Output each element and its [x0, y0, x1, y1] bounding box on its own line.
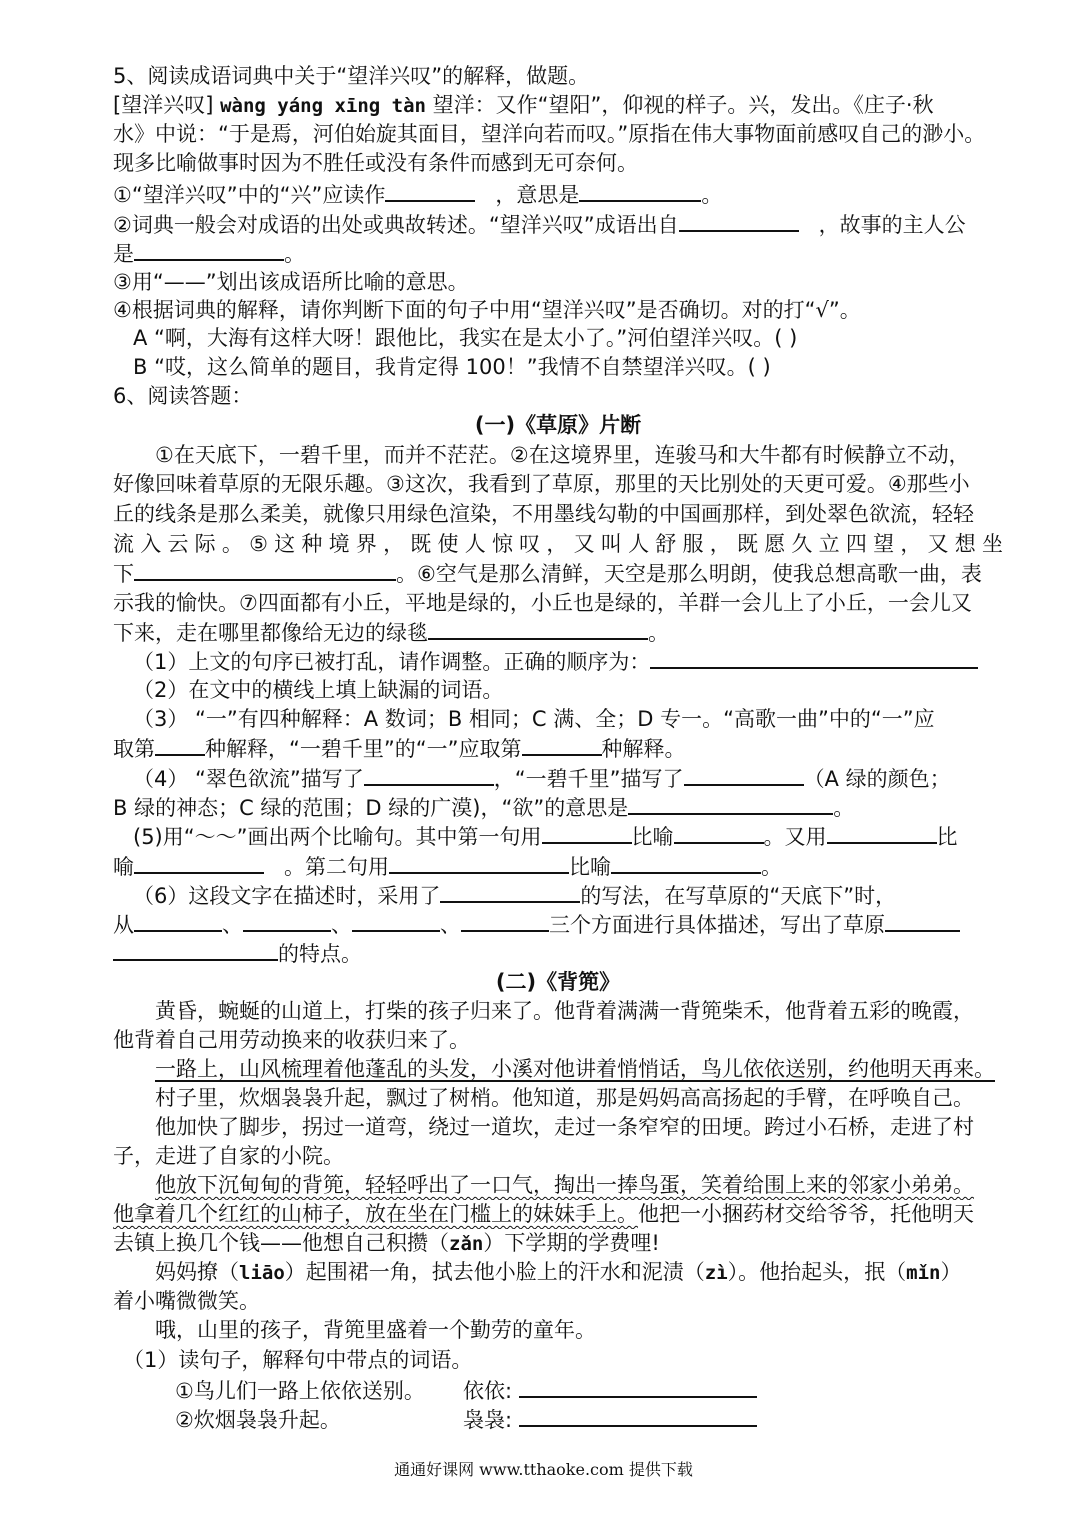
passage-1-text: 下来，走在哪里都像给无边的绿毯 — [113, 621, 428, 645]
q6-sub6-text: 的特点。 — [278, 942, 362, 966]
q6-sub5-text: 。又用 — [763, 825, 827, 849]
q5-sub3: ③用“——”划出该成语所比喻的意思。 — [113, 270, 469, 294]
answer-blank[interactable] — [519, 1376, 757, 1398]
q6-sub4-text: 。 — [833, 796, 855, 820]
passage-2-text: ）下学期的学费哩! — [483, 1231, 660, 1255]
passage-2-text: ）起围裙一角，拭去他小脸上的汗水和泥渍（ — [284, 1260, 705, 1284]
q6-sub5-text: 比喻 — [569, 855, 612, 879]
q6-sub6 — [133, 881, 1003, 911]
q6-sub4-text: （A 绿的颜色； — [803, 767, 951, 791]
passage-2-line-10 — [155, 1258, 1003, 1288]
dictionary-entry-line-2: 水》中说：“于是焉，河伯始旋其面目，望洋向若而叹。”原指在伟大事物面前感叹自己的渺小。 — [113, 122, 986, 146]
q6-sub6-text: 的写法，在写草原的“天底下”时， — [580, 884, 897, 908]
answer-blank[interactable] — [428, 618, 648, 640]
q6-sub6-text: 、 — [440, 913, 461, 937]
q5-option-a[interactable]: A “啊，大海有这样大呀！跟他比，我实在是太小了。”河伯望洋兴叹。( ) — [133, 326, 798, 350]
p2-question-1a-word: 依依: — [463, 1379, 513, 1403]
passage-2-line-6: 子，走进了自家的小院。 — [113, 1144, 344, 1168]
answer-blank[interactable] — [134, 239, 284, 261]
answer-blank[interactable] — [389, 852, 569, 874]
answer-blank[interactable] — [461, 910, 549, 932]
answer-blank[interactable] — [113, 939, 278, 961]
q6-sub1-text: （1）上文的句序已被打乱，请作调整。正确的顺序为： — [133, 650, 651, 674]
dictionary-entry-line-3: 现多比喻做事时因为不胜任或没有条件而感到无可奈何。 — [113, 151, 638, 175]
q6-sub4-text: （4） “翠色欲流”描写了 — [133, 767, 364, 791]
q6-sub5-text: 喻 — [113, 855, 134, 879]
q5-sub2-end: 。 — [284, 242, 305, 266]
passage-2-line-8 — [113, 1200, 1003, 1229]
passage-2-text: 他把一小捆药材交给爷爷，托他明天 — [638, 1202, 974, 1226]
p2-question-1b-text: ②炊烟袅袅升起。 — [175, 1408, 341, 1432]
passage-2-line-2: 他背着自己用劳动换来的收获归来了。 — [113, 1028, 470, 1052]
answer-blank[interactable] — [519, 1405, 757, 1427]
q6-sub4 — [133, 764, 1003, 794]
answer-blank[interactable] — [440, 881, 580, 903]
passage-2-line-4: 村子里，炊烟袅袅升起，飘过了树梢。他知道，那是妈妈高高扬起的手臂，在呼唤自己。 — [155, 1086, 974, 1110]
answer-blank[interactable] — [243, 910, 331, 932]
pinyin-annotation: zǎn — [449, 1233, 484, 1255]
passage-2-line-11: 着小嘴微微笑。 — [113, 1289, 260, 1313]
dictionary-entry-line-1 — [113, 91, 1003, 121]
answer-blank[interactable] — [385, 180, 475, 202]
q6-sub3: （3） “一”有四种解释：A 数词；B 相同；C 满、全；D 专一。“高歌一曲”中的“一”应 — [133, 707, 935, 731]
q6-sub3-text: 种解释，“一碧千里”的“一”应取第 — [205, 737, 522, 761]
passage-1-line-5 — [113, 559, 1003, 589]
p2-question-1: （1）读句子，解释句中带点的词语。 — [123, 1348, 473, 1372]
answer-blank[interactable] — [364, 764, 494, 786]
q6-sub6-cont — [113, 910, 1003, 940]
answer-blank[interactable] — [579, 180, 701, 202]
p2-question-1a — [175, 1376, 1003, 1406]
underlined-sentence: 一路上，山风梳理着他蓬乱的头发，小溪对他讲着悄悄话，鸟儿依依送别，约他明天再来。 — [155, 1057, 995, 1081]
q5-sub4: ④根据词典的解释，请你判断下面的句子中用“望洋兴叹”是否确切。对的打“√”。 — [113, 298, 861, 322]
answer-blank[interactable] — [522, 734, 602, 756]
q5-title: 5、阅读成语词典中关于“望洋兴叹”的解释，做题。 — [113, 64, 590, 88]
pinyin-annotation: zì — [704, 1262, 728, 1284]
q6-title: 6、阅读答题： — [113, 384, 253, 408]
answer-blank[interactable] — [674, 822, 764, 844]
p2-question-1a-text: ①鸟儿们一路上依依送别。 — [175, 1379, 425, 1403]
q6-sub5 — [133, 822, 1003, 852]
q6-sub4-text: ，“一碧千里”描写了 — [493, 767, 684, 791]
q6-sub6-text: （6）这段文字在描述时，采用了 — [133, 884, 441, 908]
wavy-underlined-sentence: 他拿着几个红红的山柿子，放在坐在门槛上的妹妹手上。 — [113, 1202, 638, 1226]
q5-sub2 — [113, 210, 1003, 240]
answer-blank[interactable] — [134, 910, 222, 932]
q6-sub4-cont — [113, 793, 1003, 823]
passage-1-line-6: 示我的愉快。⑦四面都有小丘，平地是绿的，小丘也是绿的，羊群一会儿上了小丘，一会儿又 — [113, 591, 972, 615]
entry-head: [望洋兴叹] — [113, 93, 214, 117]
pinyin-annotation: mǐn — [906, 1262, 941, 1284]
q6-sub5-cont — [113, 852, 1003, 882]
p2-question-1b — [175, 1405, 1003, 1435]
entry-text: 望洋：又作“望阳”，仰视的样子。兴，发出。《庄子·秋 — [432, 93, 934, 117]
passage-2-text: ） — [940, 1260, 962, 1284]
q6-sub3-text: 取第 — [113, 737, 155, 761]
passage-1-line-4: 流入云际。⑤这种境界，既使人惊叹，又叫人舒服，既愿久立四望，又想坐 — [113, 532, 1003, 556]
q6-sub6-text: 三个方面进行具体描述，写出了草原 — [549, 913, 885, 937]
passage-2-line-7 — [155, 1171, 1003, 1200]
passage-2-line-12: 哦，山里的孩子，背篼里盛着一个勤劳的童年。 — [155, 1318, 596, 1342]
answer-blank[interactable] — [650, 647, 978, 669]
answer-blank[interactable] — [352, 910, 440, 932]
answer-blank[interactable] — [679, 210, 799, 232]
page-footer: 通通好课网 www.tthaoke.com 提供下载 — [394, 1460, 693, 1479]
q6-sub4-text: B 绿的神态；C 绿的范围；D 绿的广漠)，“欲”的意思是 — [113, 796, 629, 820]
answer-blank[interactable] — [155, 734, 205, 756]
q5-sub2-text-c: 是 — [113, 242, 134, 266]
passage-2-line-9 — [113, 1229, 1003, 1259]
q5-sub2-text: ②词典一般会对成语的出处或典故转述。“望洋兴叹”成语出自 — [113, 213, 679, 237]
passage-1-line-7 — [113, 618, 1003, 648]
q5-sub2-cont — [113, 239, 1003, 269]
q5-option-b[interactable]: B “哎，这么简单的题目，我肯定得 100！”我情不自禁望洋兴叹。( ) — [133, 355, 771, 379]
answer-blank[interactable] — [684, 764, 804, 786]
wavy-underlined-sentence: 他放下沉甸甸的背篼，轻轻呼出了一口气，掏出一捧鸟蛋，笑着给围上来的邻家小弟弟。 — [155, 1173, 974, 1197]
passage-1-line-1: ①在天底下，一碧千里，而并不茫茫。②在这境界里，连骏马和大牛都有时候静立不动， — [155, 443, 970, 467]
passage-2-text: 妈妈撩（ — [155, 1260, 239, 1284]
entry-pinyin: wàng yáng xīng tàn — [220, 95, 426, 117]
q5-sub1 — [113, 180, 1003, 210]
q6-sub5-text: (5)用“～～”画出两个比喻句。其中第一句用 — [133, 825, 542, 849]
q6-sub1 — [133, 647, 1003, 677]
q6-sub3-cont — [113, 734, 1003, 764]
passage-2-line-1: 黄昏，蜿蜒的山道上，打柴的孩子归来了。他背着满满一背篼柴禾，他背着五彩的晚霞， — [155, 999, 974, 1023]
q6-sub5-text: 比 — [936, 825, 958, 849]
passage-1-line-2: 好像回味着草原的无限乐趣。③这次，我看到了草原，那里的天比别处的天更可爱。④那些小 — [113, 472, 970, 496]
answer-blank[interactable] — [885, 910, 960, 932]
q5-sub2-text-b: ，故事的主人公 — [818, 213, 966, 237]
q6-sub5-text: 比喻 — [631, 825, 674, 849]
answer-blank[interactable] — [611, 852, 761, 874]
q6-sub6-text: 从 — [113, 913, 134, 937]
q6-sub3-text: 种解释。 — [601, 737, 686, 761]
passage-2-line-3 — [155, 1055, 1003, 1084]
passage-1-text: 。⑥空气是那么清鲜，天空是那么明朗，使我总想高歌一曲，表 — [396, 562, 982, 586]
answer-blank[interactable] — [134, 559, 396, 581]
q5-sub1-end: 。 — [701, 183, 723, 207]
passage-2-text: 去镇上换几个钱——他想自己积攒（ — [113, 1231, 449, 1255]
passage-2-line-5: 他加快了脚步，拐过一道弯，绕过一道坎，走过一条窄窄的田埂。跨过小石桥，走进了村 — [155, 1115, 974, 1139]
q6-sub6-text: 、 — [222, 913, 243, 937]
passage-1-text: 下 — [113, 562, 134, 586]
passage-1-line-3: 丘的线条是那么柔美，就像只用绿色渲染，不用墨线勾勒的中国画那样，到处翠色欲流，轻轻 — [113, 502, 974, 526]
p2-question-1b-word: 袅袅: — [463, 1408, 513, 1432]
q5-sub1-text: ①“望洋兴叹”中的“兴”应读作 — [113, 183, 386, 207]
q5-sub1-text-b: ，意思是 — [495, 183, 580, 207]
passage-1-title: (一)《草原》片断 — [474, 413, 642, 437]
answer-blank[interactable] — [628, 793, 833, 815]
passage-1-text: 。 — [648, 621, 669, 645]
q6-sub5-text: 。第二句用 — [284, 855, 390, 879]
q6-sub2: （2）在文中的横线上填上缺漏的词语。 — [133, 678, 504, 702]
answer-blank[interactable] — [827, 822, 937, 844]
q6-sub5-text: 。 — [761, 855, 783, 879]
passage-2-title: (二)《背篼》 — [495, 970, 621, 994]
answer-blank[interactable] — [542, 822, 632, 844]
answer-blank[interactable] — [134, 852, 264, 874]
pinyin-annotation: liāo — [239, 1262, 285, 1284]
q6-sub6-cont2 — [113, 939, 1003, 969]
q6-sub6-text: 、 — [331, 913, 352, 937]
passage-2-text: ）。他抬起头，抿（ — [727, 1260, 907, 1284]
